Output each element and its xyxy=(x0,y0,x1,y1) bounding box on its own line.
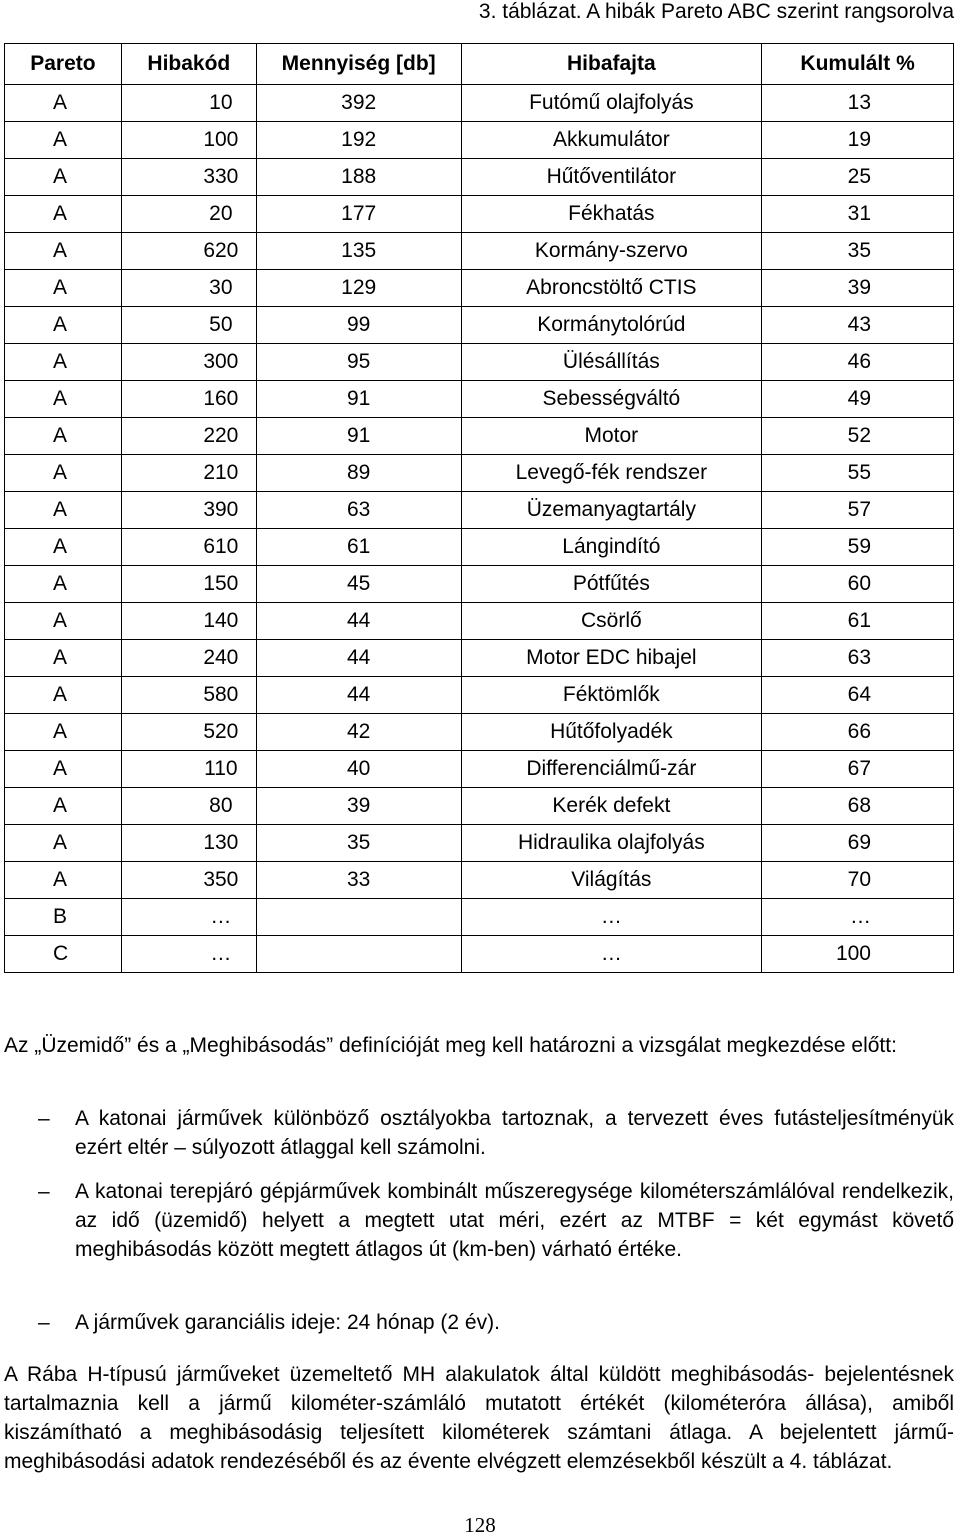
cell-kumulalt: 35 xyxy=(762,233,954,270)
cell-hibafajta: Csörlő xyxy=(461,603,762,640)
cell-hibafajta: Hidraulika olajfolyás xyxy=(461,825,762,862)
bullet-text: A katonai terepjáró gépjárművek kombinált műszeregysége kilométerszámlálóval rendelkezik, az idő (üzemidő) helyett a megtett utat méri, ezért az MTBF = két egymást követő meghibásodás között megtett átlagos út (km-ben) várható értéke. xyxy=(75,1180,954,1261)
cell-kumulalt: 63 xyxy=(762,640,954,677)
cell-kumulalt: 19 xyxy=(762,122,954,159)
page-number: 128 xyxy=(464,1513,496,1537)
cell-pareto: A xyxy=(5,122,122,159)
cell-mennyiseg: 91 xyxy=(256,418,461,455)
cell-pareto: A xyxy=(5,788,122,825)
cell-kumulalt: 100 xyxy=(762,936,954,973)
cell-pareto: A xyxy=(5,677,122,714)
header-pareto: Pareto xyxy=(5,44,122,85)
cell-kumulalt: 57 xyxy=(762,492,954,529)
header-kumulalt: Kumulált % xyxy=(762,44,954,85)
cell-hibafajta: Pótfűtés xyxy=(461,566,762,603)
cell-hibakod: 330 xyxy=(121,159,256,196)
header-hibakod: Hibakód xyxy=(121,44,256,85)
table-row xyxy=(5,529,954,566)
cell-hibafajta: Hűtőventilátor xyxy=(461,159,762,196)
cell-hibakod: 390 xyxy=(121,492,256,529)
cell-pareto: C xyxy=(5,936,122,973)
table-row xyxy=(5,344,954,381)
cell-hibafajta: Fékhatás xyxy=(461,196,762,233)
cell-hibafajta: Differenciálmű-zár xyxy=(461,751,762,788)
cell-hibafajta: Motor EDC hibajel xyxy=(461,640,762,677)
cell-pareto: A xyxy=(5,603,122,640)
cell-kumulalt: 64 xyxy=(762,677,954,714)
bullet-item xyxy=(4,1177,954,1264)
table-caption: 3. táblázat. A hibák Pareto ABC szerint rangsorolva xyxy=(478,0,954,23)
intro-paragraph: Az „Üzemidő” és a „Meghibásodás” definícióját meg kell határozni a vizsgálat megkezdése előtt: xyxy=(4,1034,897,1057)
cell-kumulalt: 13 xyxy=(762,85,954,122)
cell-kumulalt: 46 xyxy=(762,344,954,381)
cell-hibakod: 520 xyxy=(121,714,256,751)
table-row xyxy=(5,825,954,862)
table-row xyxy=(5,640,954,677)
cell-hibakod: 300 xyxy=(121,344,256,381)
cell-pareto: A xyxy=(5,159,122,196)
cell-pareto: A xyxy=(5,825,122,862)
cell-hibakod: 100 xyxy=(121,122,256,159)
cell-mennyiseg: 135 xyxy=(256,233,461,270)
cell-hibafajta: … xyxy=(461,899,762,936)
cell-hibafajta: Futómű olajfolyás xyxy=(461,85,762,122)
cell-mennyiseg: 99 xyxy=(256,307,461,344)
cell-hibakod: 10 xyxy=(121,85,256,122)
cell-kumulalt: 59 xyxy=(762,529,954,566)
cell-hibakod: 220 xyxy=(121,418,256,455)
table-row xyxy=(5,936,954,973)
cell-hibafajta: Motor xyxy=(461,418,762,455)
table-row xyxy=(5,492,954,529)
cell-hibakod: 350 xyxy=(121,862,256,899)
cell-hibafajta: Levegő-fék rendszer xyxy=(461,455,762,492)
cell-pareto: A xyxy=(5,85,122,122)
cell-kumulalt: 68 xyxy=(762,788,954,825)
cell-hibakod: 20 xyxy=(121,196,256,233)
cell-mennyiseg: 39 xyxy=(256,788,461,825)
table-row xyxy=(5,307,954,344)
cell-hibakod: 110 xyxy=(121,751,256,788)
cell-kumulalt: 70 xyxy=(762,862,954,899)
cell-hibafajta: Akkumulátor xyxy=(461,122,762,159)
cell-kumulalt: 31 xyxy=(762,196,954,233)
table-row xyxy=(5,122,954,159)
cell-mennyiseg: 42 xyxy=(256,714,461,751)
cell-hibakod: 130 xyxy=(121,825,256,862)
cell-hibafajta: Hűtőfolyadék xyxy=(461,714,762,751)
cell-pareto: A xyxy=(5,529,122,566)
cell-mennyiseg: 33 xyxy=(256,862,461,899)
cell-hibakod: 240 xyxy=(121,640,256,677)
cell-mennyiseg: 44 xyxy=(256,640,461,677)
bullet-text: A járművek garanciális ideje: 24 hónap (2 év). xyxy=(75,1311,500,1334)
cell-mennyiseg: 188 xyxy=(256,159,461,196)
cell-mennyiseg: 44 xyxy=(256,603,461,640)
cell-mennyiseg: 45 xyxy=(256,566,461,603)
table-row xyxy=(5,899,954,936)
cell-hibakod: 150 xyxy=(121,566,256,603)
cell-pareto: A xyxy=(5,640,122,677)
cell-mennyiseg: 192 xyxy=(256,122,461,159)
cell-pareto: A xyxy=(5,566,122,603)
cell-hibafajta: Kormánytolórúd xyxy=(461,307,762,344)
bullet-dash: – xyxy=(38,1311,50,1334)
bullet-text: A katonai járművek különböző osztályokba tartoznak, a tervezett éves futásteljesítményük ezért eltér – súlyozott átlaggal kell számolni. xyxy=(75,1107,954,1159)
cell-pareto: B xyxy=(5,899,122,936)
cell-pareto: A xyxy=(5,270,122,307)
header-mennyiseg: Mennyiség [db] xyxy=(256,44,461,85)
table-row xyxy=(5,714,954,751)
cell-kumulalt: 39 xyxy=(762,270,954,307)
cell-kumulalt: 69 xyxy=(762,825,954,862)
cell-pareto: A xyxy=(5,492,122,529)
cell-mennyiseg: 177 xyxy=(256,196,461,233)
cell-pareto: A xyxy=(5,196,122,233)
cell-pareto: A xyxy=(5,862,122,899)
cell-hibafajta: … xyxy=(461,936,762,973)
table-row xyxy=(5,85,954,122)
table-row xyxy=(5,233,954,270)
cell-mennyiseg: 40 xyxy=(256,751,461,788)
cell-kumulalt: 66 xyxy=(762,714,954,751)
cell-mennyiseg: 129 xyxy=(256,270,461,307)
bullet-item xyxy=(4,1104,954,1162)
pareto-table xyxy=(4,43,954,973)
cell-hibakod: 30 xyxy=(121,270,256,307)
cell-hibafajta: Kormány-szervo xyxy=(461,233,762,270)
table-row xyxy=(5,270,954,307)
cell-mennyiseg: 35 xyxy=(256,825,461,862)
cell-hibakod: 610 xyxy=(121,529,256,566)
cell-kumulalt: 55 xyxy=(762,455,954,492)
closing-paragraph: A Rába H-típusú járműveket üzemeltető MH alakulatok által küldött meghibásodás- bejelentésnek tartalmaznia kell a jármű kilométer-számláló mutatott értékét (kilométeróra állása), amiből kiszámítható a meghibásodásig teljesített kilométerek számtani átlaga. A bejelentett jármű-meghibásodási adatok rendezéséből és az évente elvégzett elemzésekből készült a 4. táblázat. xyxy=(4,1363,954,1473)
cell-kumulalt: … xyxy=(762,899,954,936)
cell-mennyiseg: 63 xyxy=(256,492,461,529)
cell-mennyiseg: 95 xyxy=(256,344,461,381)
cell-hibakod: … xyxy=(121,899,256,936)
table-row xyxy=(5,862,954,899)
cell-kumulalt: 67 xyxy=(762,751,954,788)
cell-kumulalt: 52 xyxy=(762,418,954,455)
table-row xyxy=(5,677,954,714)
cell-kumulalt: 43 xyxy=(762,307,954,344)
table-row xyxy=(5,381,954,418)
cell-kumulalt: 25 xyxy=(762,159,954,196)
cell-kumulalt: 49 xyxy=(762,381,954,418)
cell-hibafajta: Ülésállítás xyxy=(461,344,762,381)
cell-hibafajta: Kerék defekt xyxy=(461,788,762,825)
cell-pareto: A xyxy=(5,714,122,751)
cell-pareto: A xyxy=(5,233,122,270)
cell-mennyiseg: 44 xyxy=(256,677,461,714)
cell-hibafajta: Lángindító xyxy=(461,529,762,566)
cell-hibakod: 50 xyxy=(121,307,256,344)
cell-mennyiseg: 89 xyxy=(256,455,461,492)
cell-hibakod: 620 xyxy=(121,233,256,270)
cell-pareto: A xyxy=(5,455,122,492)
cell-mennyiseg: 91 xyxy=(256,381,461,418)
table-row xyxy=(5,751,954,788)
bullet-dash: – xyxy=(38,1107,50,1130)
cell-hibakod: 580 xyxy=(121,677,256,714)
table-header-row xyxy=(5,44,954,85)
cell-pareto: A xyxy=(5,381,122,418)
cell-mennyiseg xyxy=(256,936,461,973)
cell-hibafajta: Világítás xyxy=(461,862,762,899)
cell-hibafajta: Sebességváltó xyxy=(461,381,762,418)
table-row xyxy=(5,418,954,455)
table-row xyxy=(5,566,954,603)
table-row xyxy=(5,603,954,640)
table-row xyxy=(5,455,954,492)
cell-hibafajta: Abroncstöltő CTIS xyxy=(461,270,762,307)
cell-kumulalt: 60 xyxy=(762,566,954,603)
cell-mennyiseg: 61 xyxy=(256,529,461,566)
cell-kumulalt: 61 xyxy=(762,603,954,640)
cell-hibakod: 80 xyxy=(121,788,256,825)
table-row xyxy=(5,159,954,196)
bullet-item xyxy=(4,1308,954,1337)
cell-mennyiseg: 392 xyxy=(256,85,461,122)
header-hibafajta: Hibafajta xyxy=(461,44,762,85)
cell-pareto: A xyxy=(5,418,122,455)
cell-mennyiseg xyxy=(256,899,461,936)
table-body xyxy=(5,85,954,973)
cell-pareto: A xyxy=(5,344,122,381)
cell-pareto: A xyxy=(5,307,122,344)
cell-hibakod: 160 xyxy=(121,381,256,418)
bullet-dash: – xyxy=(38,1180,50,1203)
cell-pareto: A xyxy=(5,751,122,788)
cell-hibafajta: Üzemanyagtartály xyxy=(461,492,762,529)
table-row xyxy=(5,788,954,825)
cell-hibakod: 210 xyxy=(121,455,256,492)
table-row xyxy=(5,196,954,233)
cell-hibafajta: Féktömlők xyxy=(461,677,762,714)
cell-hibakod: … xyxy=(121,936,256,973)
cell-hibakod: 140 xyxy=(121,603,256,640)
